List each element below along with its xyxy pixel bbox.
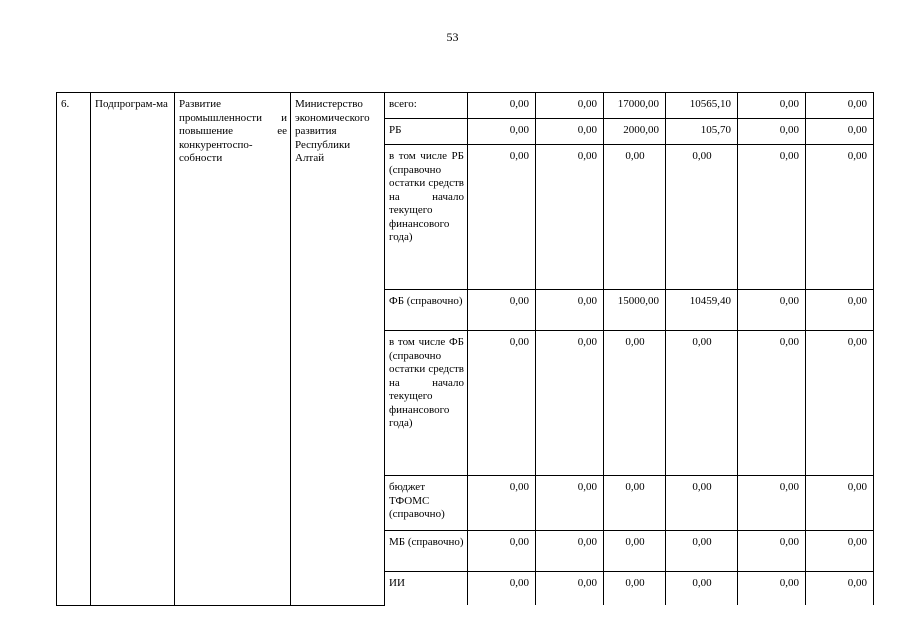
value-cell: 0,00 (806, 145, 874, 290)
value-cell: 0,00 (738, 93, 806, 119)
row-executor: Министерство экономического развития Республики Алтай (291, 93, 385, 606)
funding-table (56, 92, 874, 606)
value-cell: 0,00 (604, 476, 666, 531)
value-cell: 0,00 (536, 119, 604, 145)
value-cell: 0,00 (604, 331, 666, 476)
value-cell: 15000,00 (604, 290, 666, 331)
value-cell: 17000,00 (604, 93, 666, 119)
value-cell: 0,00 (536, 145, 604, 290)
source-label: в том числе РБ (справочно остатки средств на начало текущего финансового года) (385, 145, 468, 290)
value-cell: 0,00 (536, 331, 604, 476)
value-cell: 0,00 (806, 531, 874, 572)
value-cell: 0,00 (738, 119, 806, 145)
value-cell: 0,00 (536, 572, 604, 606)
value-cell: 0,00 (738, 476, 806, 531)
value-cell: 105,70 (666, 119, 738, 145)
value-cell: 0,00 (536, 93, 604, 119)
value-cell: 0,00 (666, 145, 738, 290)
row-name: Развитие промышленности и повышение ее конкурентоспо-собности (175, 93, 291, 606)
value-cell: 0,00 (666, 476, 738, 531)
value-cell: 0,00 (468, 572, 536, 606)
value-cell: 0,00 (666, 572, 738, 606)
value-cell: 0,00 (468, 145, 536, 290)
value-cell: 0,00 (666, 531, 738, 572)
source-label: в том числе ФБ (справочно остатки средств на начало текущего финансового года) (385, 331, 468, 476)
value-cell: 0,00 (604, 531, 666, 572)
value-cell: 0,00 (806, 93, 874, 119)
source-label: РБ (385, 119, 468, 145)
value-cell: 0,00 (738, 331, 806, 476)
page-number: 53 (446, 30, 459, 44)
value-cell: 0,00 (806, 572, 874, 606)
value-cell: 0,00 (806, 331, 874, 476)
value-cell: 0,00 (536, 476, 604, 531)
value-cell: 0,00 (468, 331, 536, 476)
value-cell: 0,00 (536, 290, 604, 331)
value-cell: 0,00 (468, 290, 536, 331)
value-cell: 10565,10 (666, 93, 738, 119)
row-type: Подпрограм-ма (91, 93, 175, 606)
table-row (57, 93, 874, 119)
value-cell: 2000,00 (604, 119, 666, 145)
source-label: ИИ (385, 572, 468, 606)
value-cell: 0,00 (468, 93, 536, 119)
value-cell: 0,00 (806, 476, 874, 531)
value-cell: 0,00 (468, 476, 536, 531)
value-cell: 0,00 (604, 572, 666, 606)
value-cell: 0,00 (738, 290, 806, 331)
value-cell: 0,00 (806, 119, 874, 145)
value-cell: 0,00 (806, 290, 874, 331)
value-cell: 0,00 (468, 119, 536, 145)
source-label: ФБ (справочно) (385, 290, 468, 331)
value-cell: 0,00 (738, 531, 806, 572)
value-cell: 0,00 (536, 531, 604, 572)
source-label: МБ (справочно) (385, 531, 468, 572)
value-cell: 0,00 (738, 145, 806, 290)
source-label: бюджет ТФОМС (справочно) (385, 476, 468, 531)
source-label: всего: (385, 93, 468, 119)
value-cell: 0,00 (468, 531, 536, 572)
value-cell: 10459,40 (666, 290, 738, 331)
value-cell: 0,00 (666, 331, 738, 476)
value-cell: 0,00 (604, 145, 666, 290)
value-cell: 0,00 (738, 572, 806, 606)
row-number: 6. (57, 93, 91, 606)
